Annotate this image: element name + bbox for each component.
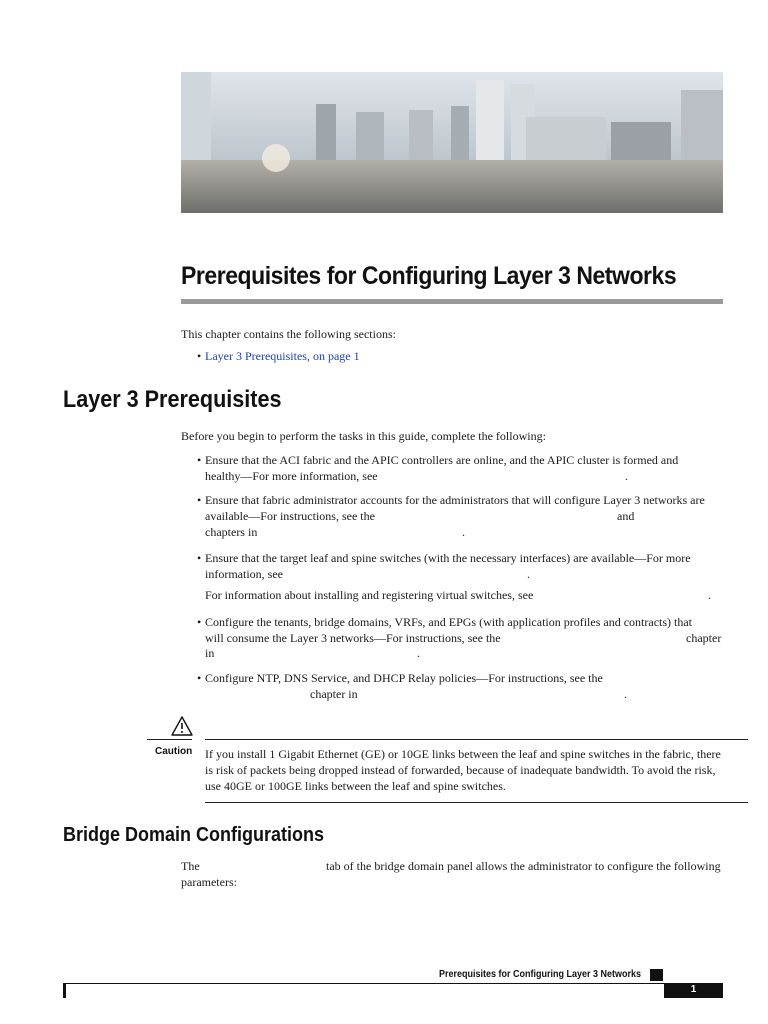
caution-divider-left xyxy=(147,739,192,740)
bullet-marker: • xyxy=(197,615,202,629)
header-banner-image xyxy=(181,72,723,213)
section2-line1-start: The xyxy=(181,859,200,873)
caution-line-3: use 40GE or 100GE links between the leaf and spine switches. xyxy=(205,779,506,793)
list-item-5-line2: chapter in xyxy=(310,687,358,701)
chapter-title: Prerequisites for Configuring Layer 3 Networks xyxy=(181,262,677,290)
bullet-marker: • xyxy=(197,493,202,507)
list-item-5-line1: Configure NTP, DNS Service, and DHCP Relay policies—For instructions, see the xyxy=(205,671,603,685)
list-item-1-line2: healthy—For more information, see xyxy=(205,469,378,483)
list-item-3-period: . xyxy=(527,567,530,581)
list-item-2-line2: available—For instructions, see the xyxy=(205,509,375,523)
list-item-3-line2: information, see xyxy=(205,567,283,581)
bullet-marker: • xyxy=(197,551,202,565)
list-item-4-line1: Configure the tenants, bridge domains, VRFs, and EPGs (with application profiles and contracts) that xyxy=(205,615,693,629)
list-item-2-and: and xyxy=(617,509,635,523)
section-heading-layer3-prerequisites: Layer 3 Prerequisites xyxy=(63,386,282,413)
list-item-1-period: . xyxy=(625,469,628,483)
section2-line2: parameters: xyxy=(181,875,237,889)
list-item-1-line1: Ensure that the ACI fabric and the APIC controllers are online, and the APIC cluster is formed and xyxy=(205,453,679,467)
caution-line-2: is risk of packets being dropped instead of forwarded, because of inadequate bandwidth. To avoid the risk, xyxy=(205,763,716,777)
list-item-4-period: . xyxy=(417,646,420,660)
list-item-2-line3: chapters in xyxy=(205,525,258,539)
skyline-illustration xyxy=(181,72,723,213)
footer-chapter-title: Prerequisites for Configuring Layer 3 Networks xyxy=(438,969,641,980)
section-heading-bridge-domain-configurations: Bridge Domain Configurations xyxy=(63,824,324,846)
caution-divider-top xyxy=(205,739,748,740)
caution-divider-bottom xyxy=(205,802,748,803)
bullet-marker: • xyxy=(197,671,202,685)
bullet-marker: • xyxy=(197,453,202,467)
list-item-3-extra-period: . xyxy=(708,588,711,602)
list-item-3-line1: Ensure that the target leaf and spine switches (with the necessary interfaces) are available—For more xyxy=(205,551,691,565)
toc-link-layer3-prerequisites[interactable]: Layer 3 Prerequisites, on page 1 xyxy=(205,349,360,363)
footer-rule xyxy=(63,983,723,984)
list-item-4-line3: in xyxy=(205,646,215,660)
section2-line1-end: tab of the bridge domain panel allows the administrator to configure the following xyxy=(326,859,721,873)
list-item-2-period: . xyxy=(462,525,465,539)
caution-line-1: If you install 1 Gigabit Ethernet (GE) or 10GE links between the leaf and spine switches in the fabric, there xyxy=(205,747,721,761)
title-rule xyxy=(181,299,723,304)
section-lead: Before you begin to perform the tasks in this guide, complete the following: xyxy=(181,429,546,443)
caution-label: Caution xyxy=(155,746,193,757)
caution-warning-icon xyxy=(171,716,193,736)
list-item-3-extra: For information about installing and registering virtual switches, see xyxy=(205,588,534,602)
list-item-2-line1: Ensure that fabric administrator accounts for the administrators that will configure Layer 3 networks are xyxy=(205,493,705,507)
caution-text xyxy=(205,746,748,794)
footer-marker xyxy=(650,969,663,981)
list-item-4-chapter: chapter xyxy=(686,631,722,645)
intro-text: This chapter contains the following sections: xyxy=(181,327,396,341)
footer-left-tick xyxy=(63,983,66,998)
toc-bullet: • xyxy=(197,349,202,363)
page-number: 1 xyxy=(690,984,697,995)
list-item-4-line2: will consume the Layer 3 networks—For instructions, see the xyxy=(205,631,501,645)
list-item-5-period: . xyxy=(624,687,627,701)
